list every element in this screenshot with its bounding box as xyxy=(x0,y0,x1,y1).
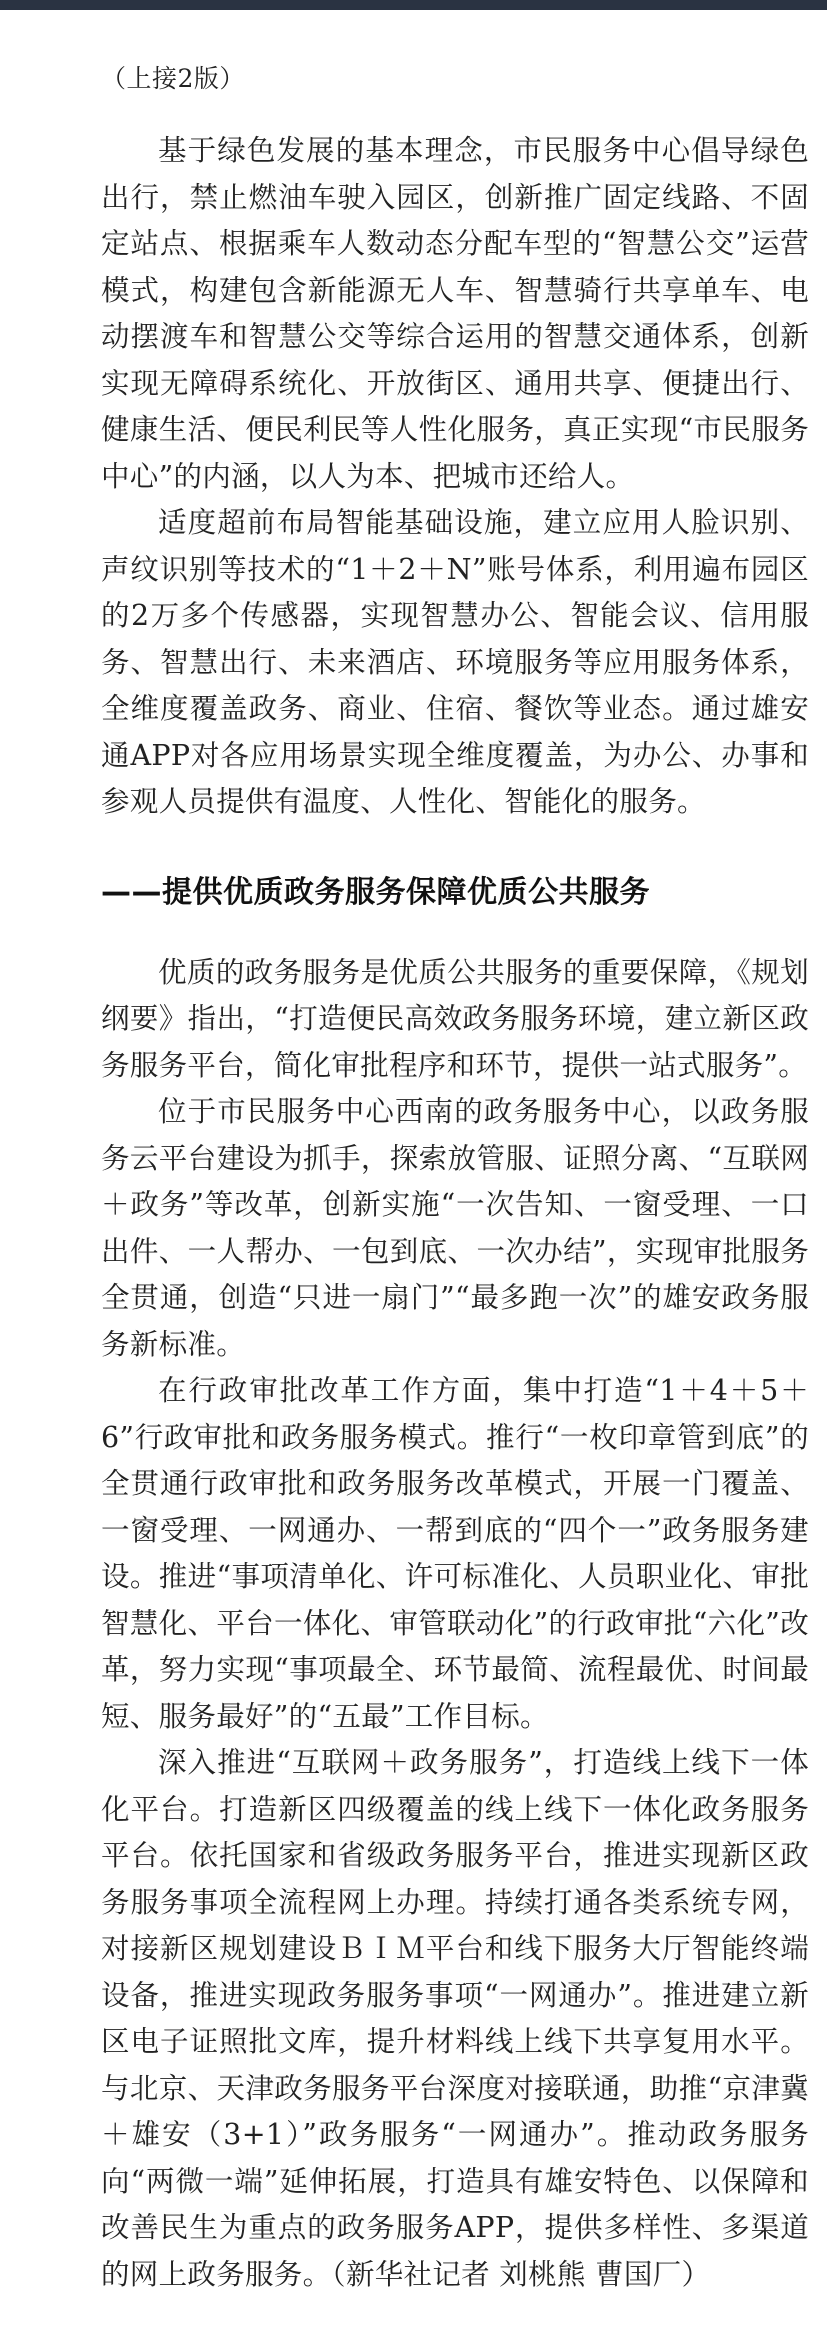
section-government-services xyxy=(101,950,809,2299)
paragraph-green-travel: 基于绿色发展的基本理念，市民服务中心倡导绿色出行，禁止燃油车驶入园区，创新推广固定线路、不固定站点、根据乘车人数动态分配车型的“智慧公交”运营模式，构建包含新能源无人车、智慧骑行共享单车、电动摆渡车和智慧公交等综合运用的智慧交通体系，创新实现无障碍系统化、开放街区、通用共享、便捷出行、健康生活、便民利民等人性化服务，真正实现“市民服务中心”的内涵，以人为本、把城市还给人。 xyxy=(101,134,809,493)
section-heading: ——提供优质政务服务保障优质公共服务 xyxy=(101,874,650,910)
article-page xyxy=(101,56,809,2298)
paragraph-planning-outline: 优质的政务服务是优质公共服务的重要保障，《规划纲要》指出，“打造便民高效政务服务环境，建立新区政务服务平台，简化审批程序和环节，提供一站式服务”。 xyxy=(101,955,809,1082)
paragraph-internet-plus: 深入推进“互联网＋政务服务”，打造线上线下一体化平台。打造新区四级覆盖的线上线下一体化政务服务平台。依托国家和省级政务服务平台，推进实现新区政务服务事项全流程网上办理。持续打通各类系统专网，对接新区规划建设ＢＩＭ平台和线下服务大厅智能终端设备，推进实现政务服务事项“一网通办”。推进建立新区电子证照批文库，提升材料线上线下共享复用水平。与北京、天津政务服务平台深度对接联通，助推“京津冀＋雄安（3+1）”政务服务“一网通办”。推动政务服务向“两微一端”延伸拓展，打造具有雄安特色、以保障和改善民生为重点的政务服务APP，提供多样性、多渠道的网上政务服务。（新华社记者 刘桃熊 曹国厂） xyxy=(101,1746,809,2291)
paragraph-approval-reform: 在行政审批改革工作方面，集中打造“1＋4＋5＋6”行政审批和政务服务模式。推行“一枚印章管到底”的全贯通行政审批和政务服务改革模式，开展一门覆盖、一窗受理、一网通办、一帮到底的“四个一”政务服务建设。推进“事项清单化、许可标准化、人员职业化、审批智慧化、平台一体化、审管联动化”的行政审批“六化”改革，努力实现“事项最全、环节最简、流程最优、时间最短、服务最好”的“五最”工作目标。 xyxy=(101,1374,809,1733)
section-green-transport xyxy=(101,128,809,826)
top-decorative-bar xyxy=(0,0,827,10)
paragraph-service-center: 位于市民服务中心西南的政务服务中心，以政务服务云平台建设为抓手，探索放管服、证照分离、“互联网＋政务”等改革，创新实施“一次告知、一窗受理、一口出件、一人帮办、一包到底、一次办结”，实现审批服务全贯通，创造“只进一扇门”“最多跑一次”的雄安政务服务新标准。 xyxy=(101,1095,809,1361)
continued-from-note: （上接2版） xyxy=(101,64,245,93)
paragraph-smart-infrastructure: 适度超前布局智能基础设施，建立应用人脸识别、声纹识别等技术的“1＋2＋N”账号体系，利用遍布园区的2万多个传感器，实现智慧办公、智能会议、信用服务、智慧出行、未来酒店、环境服务等应用服务体系，全维度覆盖政务、商业、住宿、餐饮等业态。通过雄安通APP对各应用场景实现全维度覆盖，为办公、办事和参观人员提供有温度、人性化、智能化的服务。 xyxy=(101,506,809,818)
